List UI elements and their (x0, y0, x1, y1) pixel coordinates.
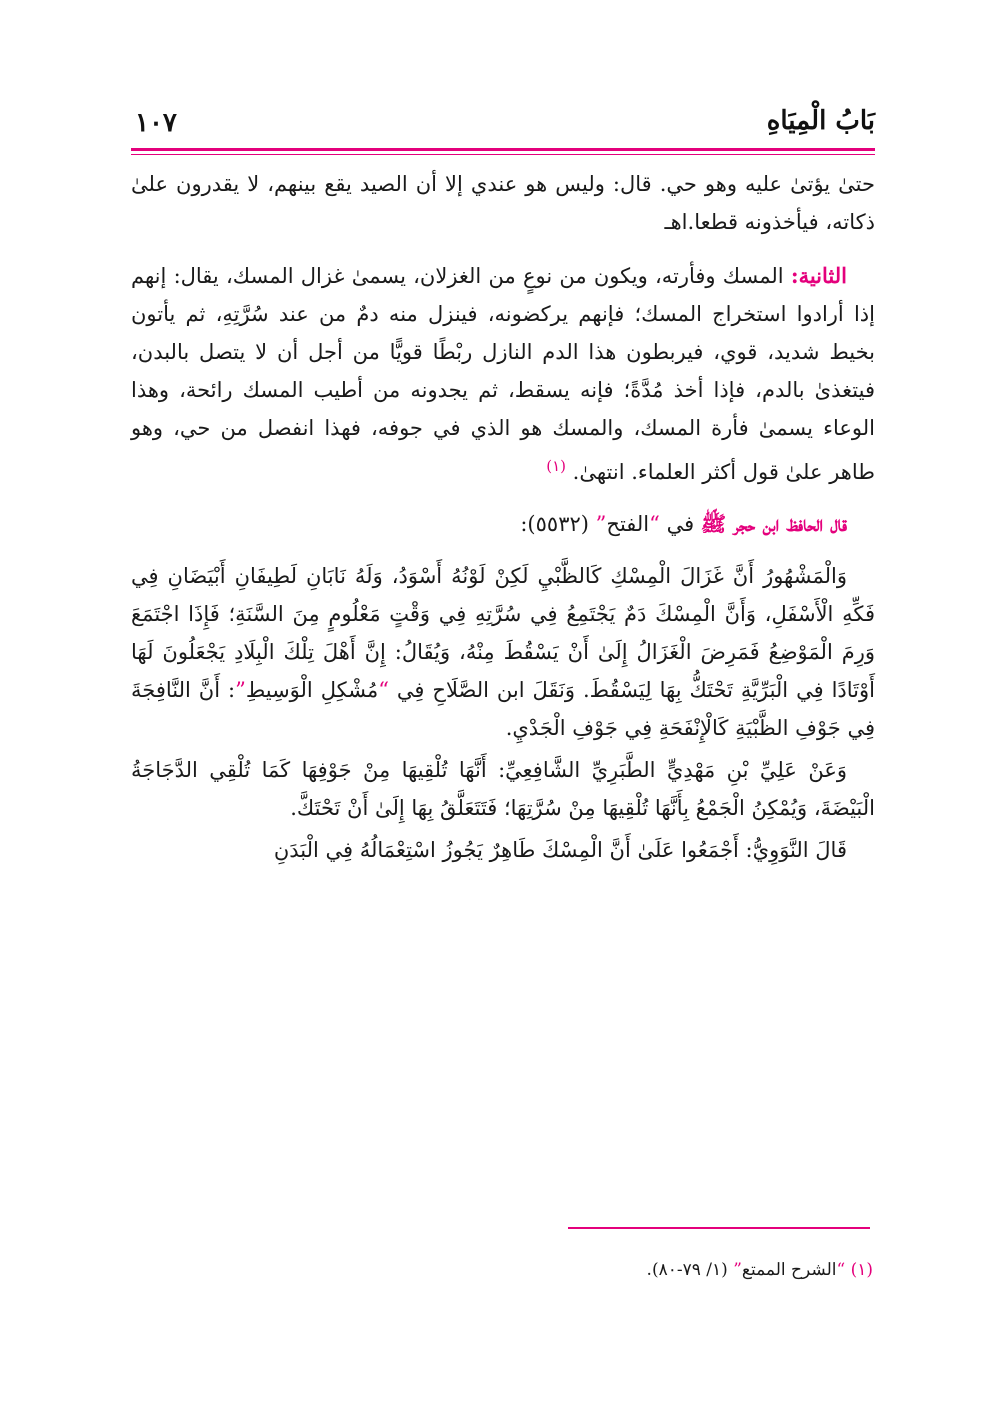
quoted-paragraph-1 (131, 557, 875, 747)
page-number: ١٠٧ (135, 108, 177, 138)
chapter-title: بَابُ الْمِيَاهِ (766, 106, 875, 136)
paragraph-text: وَعَنْ عَلِيِّ بْنِ مَهْدِيٍّ الطَّبَرِيِّ الشَّافِعِيِّ: أَنَّهَا تُلْقِيهَا مِنْ جَوْفِهَا كَمَا تُلْقِي الدَّجَاجَةُ الْبَيْضَةَ، وَيُمْكِنُ الْجَمْعُ بِأَنَّهَا تُلْقِيهَا مِنْ سُرَّتِهَا؛ فَتَتَعَلَّقُ بِهَا إِلَىٰ أَنْ تَحْتَكَّ. (131, 758, 875, 820)
quote-close-mark: ” (235, 678, 246, 702)
paragraph-text: حتىٰ يؤتىٰ عليه وهو حي. قال: وليس هو عندي إلا أن الصيد يقع بينهم، لا يقدرون علىٰ ذكاته، فيأخذونه قطعا.اهـ (131, 172, 875, 234)
header-rule-thick (131, 148, 875, 151)
quote-open-mark: “ (378, 678, 389, 702)
paragraph-continuation (131, 165, 875, 241)
header-rule-thin (131, 154, 875, 155)
paragraph-text: وَالْمَشْهُورُ أَنَّ غَزَالَ الْمِسْكِ كَالظَّبْيِ لَكِنْ لَوْنُهُ أَسْوَدُ، وَلَهُ نَابَانِ لَطِيفَانِ أَبْيَضَانِ فِي فَكِّهِ الْأَسْفَلِ، وَأَنَّ الْمِسْكَ دَمٌ يَجْتَمِعُ فِي سُرَّتِهِ فِي وَقْتٍ مَعْلُومٍ مِنَ السَّنَةِ؛ فَإِذَا اجْتَمَعَ وَرِمَ الْمَوْضِعُ فَمَرِضَ الْغَزَالُ إِلَىٰ أَنْ يَسْقُطَ مِنْهُ، وَيُقَالُ: إِنَّ أَهْلَ تِلْكَ الْبِلَادِ يَجْعَلُونَ لَهَا أَوْتَادًا فِي الْبَرِّيَّةِ تَحْتَكُّ بِهَا لِيَسْقُطَ. وَنَقَلَ ابن الصَّلَاحِ فِي (131, 564, 875, 702)
quoted-paragraph-3 (131, 831, 875, 869)
footnote (129, 1256, 873, 1284)
heading-in-word: في (659, 512, 701, 536)
main-text (131, 165, 875, 869)
book-title: مُشْكِلِ الْوَسِيطِ (245, 678, 379, 702)
quoted-paragraph-2 (131, 751, 875, 827)
footnote-reference-range: (١/ ٧٩-٨٠). (646, 1260, 734, 1280)
book-title: الفتح (606, 512, 650, 536)
footnote-reference[interactable]: (١) (546, 457, 566, 475)
paragraph-text: قَالَ النَّوَوِيُّ: أَجْمَعُوا عَلَىٰ أَنَّ الْمِسْكَ طَاهِرٌ يَجُوزُ اسْتِعْمَالُهُ فِي الْبَدَنِ (273, 838, 847, 862)
book-reference: (٥٥٣٢): (520, 512, 596, 536)
quote-open-mark: “ (836, 1260, 846, 1280)
paragraph-text-rest: : أَنَّ النَّافِجَةَ فِي جَوْفِ الظَّبْيَةِ كَالْإِنْفَحَةِ فِي جَوْفِ الْجَدْيِ. (131, 678, 875, 740)
quote-close-mark: ” (733, 1260, 742, 1280)
running-header (131, 104, 875, 148)
quote-open-mark: “ (649, 512, 660, 536)
quote-close-mark: ” (595, 512, 607, 536)
author-name: قال الحافظ ابن حجر ﷺ (700, 511, 847, 536)
point-label: الثانية: (790, 263, 847, 288)
quote-attribution-heading (131, 505, 875, 543)
footnote-number: (١) (850, 1260, 873, 1280)
paragraph-second-point (131, 257, 875, 491)
footnote-book-title: الشرح الممتع (741, 1260, 837, 1280)
paragraph-text: المسك وفأرته، ويكون من نوعٍ من الغزلان، يسمىٰ غزال المسك، يقال: إنهم إذا أرادوا استخراج المسك؛ فإنهم يركضونه، فينزل منه دمٌ من عند سُرَّتِهِ، ثم يأتون بخيط شديد، قوي، فيربطون هذا الدم النازل ربْطًا قويًّا من أجل أن لا يتصل بالبدن، فيتغذىٰ بالدم، فإذا أخذ مُدَّةً؛ فإنه يسقط، ثم يجدونه من أطيب المسك رائحة، وهذا الوعاء يسمىٰ فأرة المسك، والمسك هو الذي في جوفه، فهذا انفصل من حي، وهو طاهر علىٰ قول أكثر العلماء. انتهىٰ. (131, 264, 875, 484)
footnote-separator (568, 1227, 870, 1229)
